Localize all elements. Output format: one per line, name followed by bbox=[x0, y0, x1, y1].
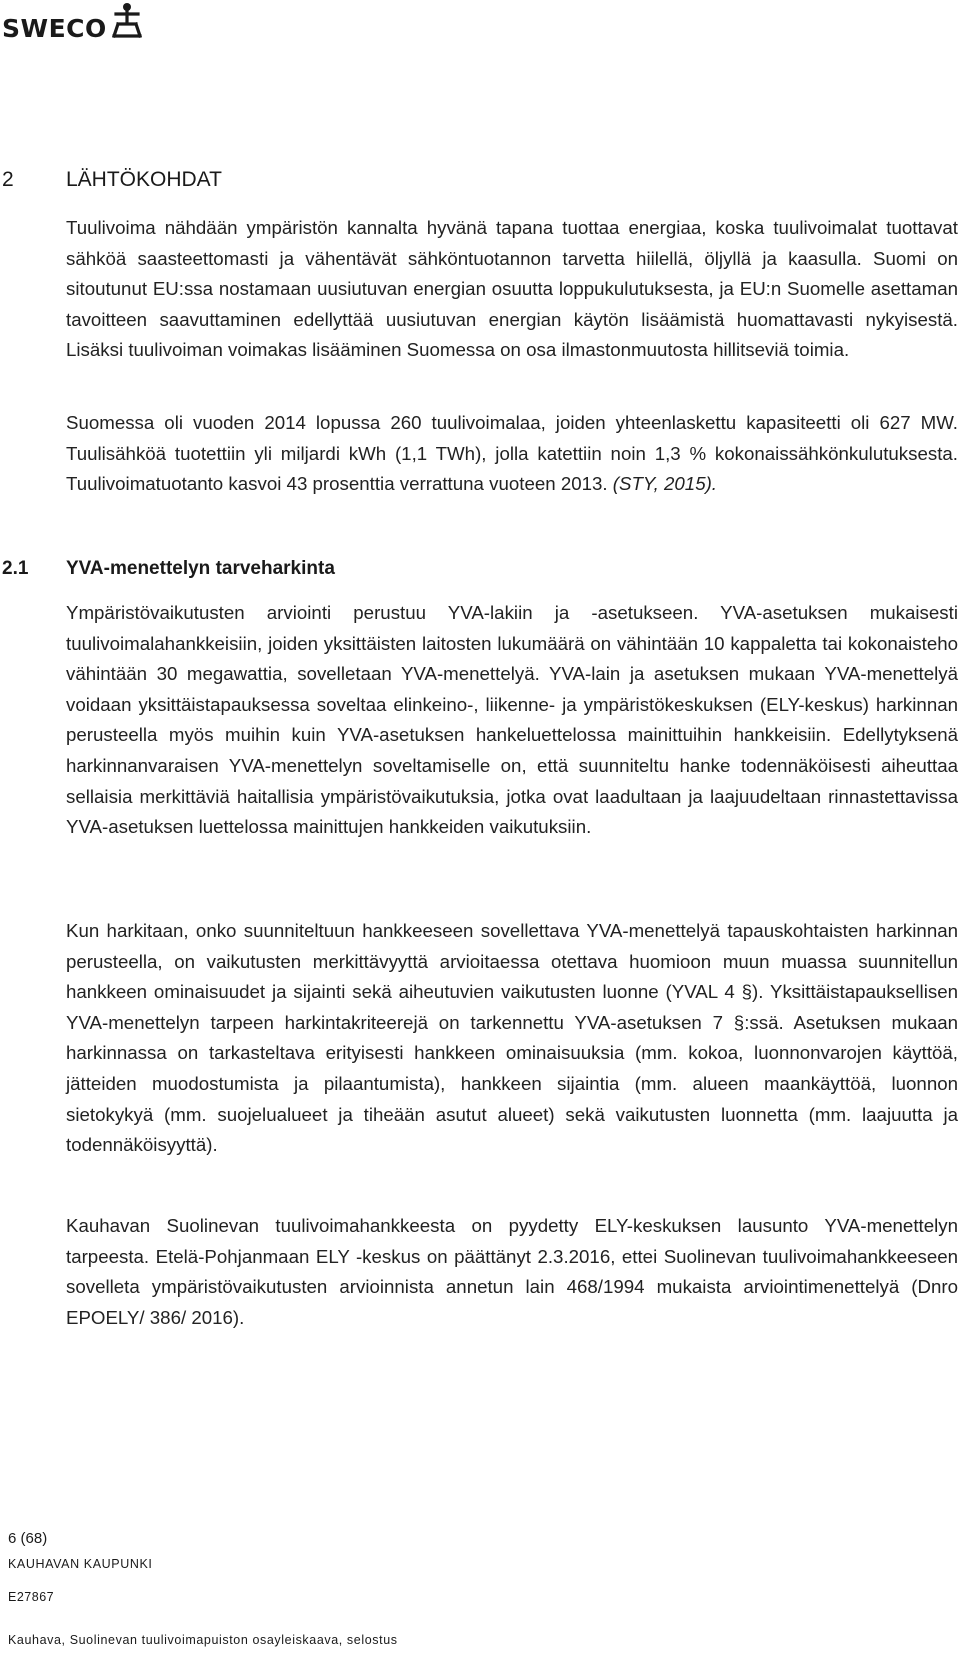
section-number: 2 bbox=[2, 168, 14, 191]
subsection-heading bbox=[2, 558, 335, 580]
section-paragraph-1 bbox=[66, 213, 958, 366]
paragraph: Kun harkitaan, onko suunniteltuun hankkeeseen sovellettava YVA-menettelyä tapauskohtaisten harkinnan perusteella, on vaikutusten merkittävyyttä arvioitaessa otettava huomioon muun muassa suunnitellun hankkeen ominaisuudet ja sijainti sekä aiheutuvien vaikutusten luonne (YVAL 4 §). Yksittäistapauksellisen YVA-menettelyn tarpeen harkintakriteerejä on tarkennettu YVA-asetuksen 7 §:ssä. Asetuksen mukaan harkinnassa on tarkasteltava erityisesti hankkeen ominaisuuksia (mm. kokoa, luonnonvarojen käyttöä, jätteiden muodostumista ja pilaantumista), hankkeen sijaintia (mm. alueen maankäyttöä, luonnon sietokykyä (mm. suojelualueet ja tiheään asutut alueet) sekä vaikutusten luonnetta (mm. laajuutta ja todennäköisyyttä). bbox=[66, 920, 958, 1156]
sweco-logo bbox=[0, 0, 150, 46]
paragraph: Tuulivoima nähdään ympäristön kannalta hyvänä tapana tuottaa energiaa, koska tuulivoimalat tuottavat sähköä saasteettomasti ja vähentävät sähköntuotannon tarvetta hiilellä, öljyllä ja kaasulla. Suomi on sitoutunut EU:ssa nostamaan uusiutuvan energian osuutta loppukulutuksesta, ja EU:n Suomelle asettaman tavoitteen saavuttaminen edellyttää uusiutuvan energian käytön lisäämistä huomattavasti nykyisestä. Lisäksi tuulivoiman voimakas lisääminen Suomessa on osa ilmastonmuutosta hillitseviä toimia. bbox=[66, 217, 958, 361]
subsection-title: YVA-menettelyn tarveharkinta bbox=[66, 558, 335, 579]
subsection-number: 2.1 bbox=[2, 558, 29, 579]
section-paragraph-2 bbox=[66, 408, 958, 500]
section-title: LÄHTÖKOHDAT bbox=[66, 168, 222, 191]
citation: (STY, 2015). bbox=[612, 473, 718, 495]
paragraph: Kauhavan Suolinevan tuulivoimahankkeesta on pyydetty ELY-keskuksen lausunto YVA-menettelyn tarpeesta. Etelä-Pohjanmaan ELY -keskus on päättänyt 2.3.2016, ettei Suolinevan tuulivoimahankkeeseen sovelleta ympäristövaikutusten arvioinnista annetun lain 468/1994 mukaista arviointimenettelyä (Dnro EPOELY/ 386/ 2016). bbox=[66, 1215, 958, 1328]
subsection-paragraph-3 bbox=[66, 1211, 958, 1333]
project-code: E27867 bbox=[8, 1590, 55, 1604]
paragraph bbox=[66, 408, 958, 500]
subsection-paragraph-2 bbox=[66, 916, 958, 1161]
logo-text: SWECO bbox=[2, 14, 107, 43]
document-title: Kauhava, Suolinevan tuulivoimapuiston osayleiskaava, selostus bbox=[8, 1633, 398, 1647]
section-heading bbox=[2, 168, 222, 192]
subsection-paragraph-1 bbox=[66, 598, 958, 843]
client-name: KAUHAVAN KAUPUNKI bbox=[8, 1557, 153, 1571]
paragraph: Ympäristövaikutusten arviointi perustuu YVA-lakiin ja -asetukseen. YVA-asetuksen mukaisesti tuulivoimalahankkeisiin, joiden yksittäisten laitosten lukumäärä on vähintään 10 kappaletta tai kokonaisteho vähintään 30 megawattia, sovelletaan YVA-menettelyä. YVA-lain ja asetuksen mukaan YVA-menettelyä voidaan yksittäistapauksessa soveltaa elinkeino-, liikenne- ja ympäristökeskuksen (ELY-keskus) harkinnan perusteella myös muihin kuin YVA-asetuksen hankeluettelossa mainittuihin hankkeisiin. Edellytyksenä harkinnanvaraisen YVA-menettelyn soveltamiselle on, että suunniteltu hanke todennäköisesti aiheuttaa sellaisia merkittäviä haitallisia ympäristövaikutuksia, jotka ovat laadultaan ja laajuudeltaan rinnastettavissa YVA-asetuksen luettelossa mainittujen hankkeiden vaikutuksiin. bbox=[66, 602, 958, 838]
sweco-figure-icon bbox=[112, 2, 142, 42]
page-number: 6 (68) bbox=[8, 1530, 48, 1547]
paragraph-text: Suomessa oli vuoden 2014 lopussa 260 tuulivoimalaa, joiden yhteenlaskettu kapasiteetti oli 627 MW. Tuulisähköä tuotettiin yli miljardi kWh (1,1 TWh), jolla katettiin noin 1,3 % kokonaissähkönkulutuksesta. Tuulivoimatuotanto kasvoi 43 prosenttia verrattuna vuoteen 2013. bbox=[66, 412, 958, 495]
